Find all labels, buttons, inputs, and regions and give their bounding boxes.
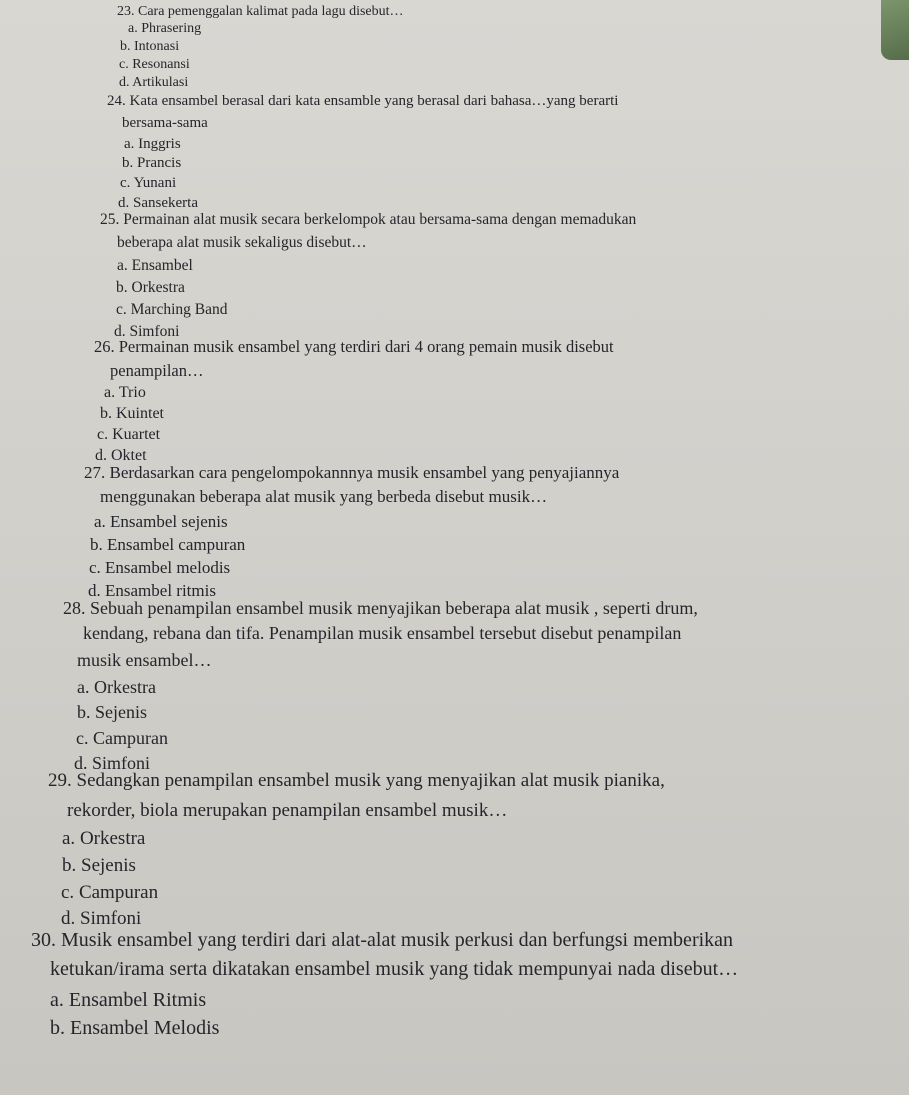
option-25-b: b. Orkestra [116,279,185,296]
option-26-a: a. Trio [104,384,146,401]
option-23-c: c. Resonansi [119,57,190,72]
question-text: Kata ensambel berasal dari kata ensamble yang berasal dari bahasa…yang berarti [129,93,619,109]
question-28-line-2: kendang, rebana dan tifa. Penampilan musik ensambel tersebut disebut penampilan [83,623,682,643]
question-text: Sebuah penampilan ensambel musik menyajikan beberapa alat musik , seperti drum, [90,598,698,618]
option-30-a: a. Ensambel Ritmis [50,989,207,1011]
question-25 [100,212,636,228]
option-26-b: b. Kuintet [100,405,164,422]
question-24 [107,94,618,109]
option-26-c: c. Kuartet [97,426,161,443]
option-27-a: a. Ensambel sejenis [94,512,228,531]
question-number: 29. [48,770,72,791]
question-27 [84,464,619,481]
question-23 [117,5,404,19]
option-27-d: d. Ensambel ritmis [88,581,216,600]
option-25-a: a. Ensambel [117,257,193,274]
question-30 [31,930,733,950]
option-27-b: b. Ensambel campuran [90,535,246,554]
question-27-line-2: menggunakan beberapa alat musik yang berbeda disebut musik… [100,487,548,506]
question-text: Berdasarkan cara pengelompokannnya musik ensambel yang penyajiannya [109,463,620,482]
option-26-d: d. Oktet [95,447,147,464]
option-24-a: a. Inggris [124,136,181,152]
option-25-c: c. Marching Band [116,301,228,318]
question-number: 23. [117,4,135,19]
question-26 [94,339,614,356]
question-text: Musik ensambel yang terdiri dari alat-alat musik perkusi dan berfungsi memberikan [61,929,734,951]
question-25-line-2: beberapa alat musik sekaligus disebut… [117,234,367,251]
question-text: Permainan alat musik secara berkelompok atau bersama-sama dengan memadukan [123,211,637,228]
option-29-b: b. Sejenis [62,855,136,876]
question-30-line-2: ketukan/irama serta dikatakan ensambel musik yang tidak mempunyai nada disebut… [50,958,739,980]
question-text: Permainan musik ensambel yang terdiri dari 4 orang pemain musik disebut [118,337,614,356]
question-24-line-2: bersama-sama [122,115,208,131]
option-30-b: b. Ensambel Melodis [50,1017,220,1039]
background-object [881,0,909,60]
question-29 [48,771,665,790]
option-28-c: c. Campuran [76,728,168,748]
question-26-line-2: penampilan… [110,361,204,380]
question-number: 30. [31,929,56,951]
option-24-b: b. Prancis [122,155,182,171]
option-28-a: a. Orkestra [77,677,156,697]
option-24-c: c. Yunani [120,175,177,191]
option-24-d: d. Sansekerta [118,195,198,211]
option-28-d: d. Simfoni [74,753,151,773]
question-number: 27. [84,463,106,482]
question-number: 26. [94,337,115,356]
question-text: Cara pemenggalan kalimat pada lagu disebut… [138,4,404,19]
option-23-b: b. Intonasi [120,39,180,54]
question-number: 28. [63,598,86,618]
question-text: Sedangkan penampilan ensambel musik yang menyajikan alat musik pianika, [76,770,665,791]
option-25-d: d. Simfoni [114,323,180,340]
question-29-line-2: rekorder, biola merupakan penampilan ensambel musik… [67,800,508,821]
option-29-c: c. Campuran [61,882,159,903]
question-number: 25. [100,211,120,228]
option-29-d: d. Simfoni [61,908,142,929]
question-number: 24. [107,93,126,109]
option-23-d: d. Artikulasi [119,75,189,90]
option-27-c: c. Ensambel melodis [89,558,231,577]
option-23-a: a. Phrasering [128,21,202,36]
option-29-a: a. Orkestra [62,828,146,849]
option-28-b: b. Sejenis [77,702,147,722]
question-28 [63,599,698,617]
question-28-line-3: musik ensambel… [77,650,212,670]
